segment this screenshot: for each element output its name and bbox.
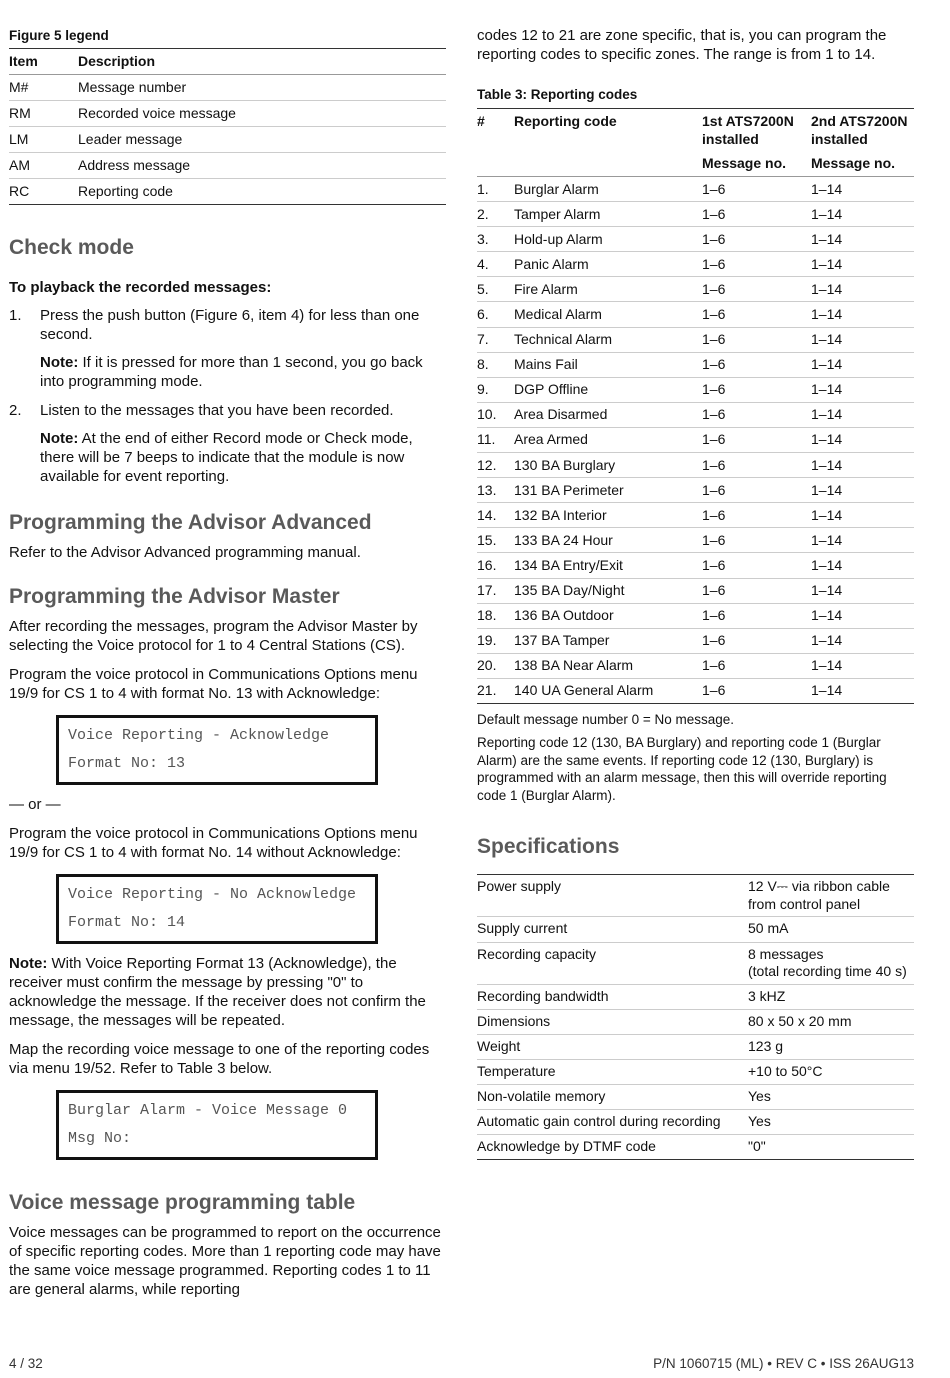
table-row — [477, 628, 914, 653]
table-row — [477, 327, 914, 352]
table3-header-second: 2nd ATS7200N installed — [811, 109, 914, 151]
reporting-code: 136 BA Outdoor — [514, 603, 702, 628]
legend-item: LM — [9, 127, 78, 153]
legend-description: Recorded voice message — [78, 101, 446, 127]
reporting-code: Tamper Alarm — [514, 202, 702, 227]
spec-row — [477, 1084, 914, 1109]
legend-title: Figure 5 legend — [9, 28, 109, 43]
legend-item: M# — [9, 75, 78, 101]
table-row — [477, 352, 914, 377]
advisor-master-note — [9, 954, 446, 1030]
spec-row — [477, 875, 914, 917]
spec-value: 8 messages (total recording time 40 s) — [748, 942, 914, 984]
reporting-code: 137 BA Tamper — [514, 628, 702, 653]
spec-name: Weight — [477, 1034, 748, 1059]
spec-value: 3 kHZ — [748, 984, 914, 1009]
second-message-range: 1–14 — [811, 402, 914, 427]
reporting-code: 131 BA Perimeter — [514, 478, 702, 503]
spec-name: Recording capacity — [477, 942, 748, 984]
table-row — [477, 402, 914, 427]
advisor-master-p4: Map the recording voice message to one of the reporting codes via menu 19/52. Refer to Table 3 below. — [9, 1041, 430, 1077]
footer-part-number: P/N 1060715 (ML) • REV C • ISS 26AUG13 — [653, 1356, 914, 1371]
lcd-line: Burglar Alarm - Voice Message 0 — [68, 1102, 348, 1119]
note-label: Note: — [40, 430, 79, 447]
spec-value: Yes — [748, 1110, 914, 1135]
first-message-range: 1–6 — [702, 528, 811, 553]
legend-header-item: Item — [9, 49, 78, 75]
reporting-code: Mains Fail — [514, 352, 702, 377]
lcd-display-no-acknowledge — [56, 874, 378, 944]
second-message-range: 1–14 — [811, 503, 914, 528]
second-message-range: 1–14 — [811, 553, 914, 578]
first-message-range: 1–6 — [702, 352, 811, 377]
spec-value: 50 mA — [748, 917, 914, 942]
legend-description: Leader message — [78, 127, 446, 153]
reporting-code: 135 BA Day/Night — [514, 578, 702, 603]
row-number: 21. — [477, 678, 514, 703]
table-row — [477, 177, 914, 202]
second-message-range: 1–14 — [811, 628, 914, 653]
second-message-range: 1–14 — [811, 578, 914, 603]
first-message-range: 1–6 — [702, 453, 811, 478]
row-number: 13. — [477, 478, 514, 503]
reporting-code: 130 BA Burglary — [514, 453, 702, 478]
footer-page-number: 4 / 32 — [9, 1356, 43, 1371]
lcd-line: Msg No: — [68, 1130, 132, 1147]
note-text: At the end of either Record mode or Check mode, there will be 7 beeps to indicate that the module is now available for event reporting. — [40, 430, 413, 485]
row-number: 12. — [477, 453, 514, 478]
reporting-code: 133 BA 24 Hour — [514, 528, 702, 553]
table-row — [477, 377, 914, 402]
first-message-range: 1–6 — [702, 478, 811, 503]
legend-description: Reporting code — [78, 179, 446, 205]
second-message-range: 1–14 — [811, 377, 914, 402]
lcd-display-voice-message — [56, 1090, 378, 1160]
table3-subheader — [477, 150, 514, 177]
second-message-range: 1–14 — [811, 202, 914, 227]
spec-name: Recording bandwidth — [477, 984, 748, 1009]
or-separator: — or — — [9, 796, 61, 813]
second-message-range: 1–14 — [811, 427, 914, 452]
reporting-code: 132 BA Interior — [514, 503, 702, 528]
row-number: 16. — [477, 553, 514, 578]
reporting-code: DGP Offline — [514, 377, 702, 402]
second-message-range: 1–14 — [811, 478, 914, 503]
row-number: 19. — [477, 628, 514, 653]
second-message-range: 1–14 — [811, 252, 914, 277]
table3-title: Table 3: Reporting codes — [477, 87, 638, 102]
legend-description: Message number — [78, 75, 446, 101]
reporting-code: 140 UA General Alarm — [514, 678, 702, 703]
first-message-range: 1–6 — [702, 503, 811, 528]
row-number: 15. — [477, 528, 514, 553]
step-text: Listen to the messages that you have been recorded. — [40, 402, 394, 419]
lcd-line: Voice Reporting - No Acknowledge — [68, 886, 357, 903]
reporting-code: Burglar Alarm — [514, 177, 702, 202]
advisor-master-heading: Programming the Advisor Master — [9, 585, 340, 608]
table-row — [477, 453, 914, 478]
spec-value: Yes — [748, 1084, 914, 1109]
table3-subheader: Message no. — [702, 150, 811, 177]
table-row — [477, 302, 914, 327]
right-column — [477, 26, 914, 1160]
row-number: 6. — [477, 302, 514, 327]
reporting-code: 138 BA Near Alarm — [514, 653, 702, 678]
spec-name: Dimensions — [477, 1009, 748, 1034]
spec-row — [477, 1135, 914, 1160]
legend-header-description: Description — [78, 49, 446, 75]
second-message-range: 1–14 — [811, 352, 914, 377]
voice-table-text-continued: codes 12 to 21 are zone specific, that is, you can program the reporting codes to specific zones. The range is from 1 to 14. — [477, 27, 887, 63]
row-number: 8. — [477, 352, 514, 377]
second-message-range: 1–14 — [811, 453, 914, 478]
spec-name: Non-volatile memory — [477, 1084, 748, 1109]
second-message-range: 1–14 — [811, 177, 914, 202]
row-number: 9. — [477, 377, 514, 402]
playback-steps — [9, 306, 446, 486]
row-number: 3. — [477, 227, 514, 252]
table3-note-override: Reporting code 12 (130, BA Burglary) and reporting code 1 (Burglar Alarm) are the same events. If reporting code 12 (130, Burglary) is programmed with an alarm message, then this will override reporting code 1 (Burglar Alarm). — [477, 735, 887, 803]
first-message-range: 1–6 — [702, 202, 811, 227]
step-note — [40, 429, 446, 486]
specifications-table — [477, 874, 914, 1160]
row-number: 14. — [477, 503, 514, 528]
first-message-range: 1–6 — [702, 553, 811, 578]
row-number: 17. — [477, 578, 514, 603]
row-number: 18. — [477, 603, 514, 628]
spec-value: 123 g — [748, 1034, 914, 1059]
legend-row — [9, 75, 446, 101]
spec-name: Power supply — [477, 875, 748, 917]
legend-description: Address message — [78, 153, 446, 179]
second-message-range: 1–14 — [811, 327, 914, 352]
second-message-range: 1–14 — [811, 603, 914, 628]
reporting-codes-table — [477, 108, 914, 704]
first-message-range: 1–6 — [702, 377, 811, 402]
step-number: 1. — [9, 307, 22, 324]
spec-row — [477, 1034, 914, 1059]
table-row — [477, 603, 914, 628]
lcd-line: Voice Reporting - Acknowledge — [68, 727, 330, 744]
note-text: If it is pressed for more than 1 second, you go back into programming mode. — [40, 354, 423, 390]
first-message-range: 1–6 — [702, 603, 811, 628]
lcd-display-acknowledge — [56, 715, 378, 785]
first-message-range: 1–6 — [702, 578, 811, 603]
first-message-range: 1–6 — [702, 302, 811, 327]
row-number: 5. — [477, 277, 514, 302]
advisor-master-p1: After recording the messages, program the Advisor Master by selecting the Voice protocol for 1 to 4 Central Stations (CS). — [9, 618, 418, 654]
first-message-range: 1–6 — [702, 653, 811, 678]
table-row — [477, 202, 914, 227]
row-number: 10. — [477, 402, 514, 427]
spec-name: Automatic gain control during recording — [477, 1110, 748, 1135]
lcd-line: Format No: 13 — [68, 755, 186, 772]
row-number: 7. — [477, 327, 514, 352]
row-number: 1. — [477, 177, 514, 202]
spec-row — [477, 942, 914, 984]
table3-subheader: Message no. — [811, 150, 914, 177]
second-message-range: 1–14 — [811, 227, 914, 252]
spec-name: Temperature — [477, 1059, 748, 1084]
table-row — [477, 427, 914, 452]
legend-item: RC — [9, 179, 78, 205]
playback-subheading: To playback the recorded messages: — [9, 279, 272, 296]
spec-row — [477, 1009, 914, 1034]
lcd-line: Format No: 14 — [68, 914, 186, 931]
spec-row — [477, 984, 914, 1009]
first-message-range: 1–6 — [702, 427, 811, 452]
step-number: 2. — [9, 402, 22, 419]
voice-table-heading: Voice message programming table — [9, 1191, 356, 1214]
reporting-code: Technical Alarm — [514, 327, 702, 352]
second-message-range: 1–14 — [811, 653, 914, 678]
advisor-master-p2: Program the voice protocol in Communications Options menu 19/9 for CS 1 to 4 with format No. 13 with Acknowledge: — [9, 666, 418, 702]
first-message-range: 1–6 — [702, 678, 811, 703]
first-message-range: 1–6 — [702, 277, 811, 302]
note-text: With Voice Reporting Format 13 (Acknowledge), the receiver must confirm the message by pressing "0" to acknowledge the message. If the receiver does not confirm the message, the messages will be repeated. — [9, 955, 426, 1029]
table-row — [477, 252, 914, 277]
second-message-range: 1–14 — [811, 528, 914, 553]
legend-item: RM — [9, 101, 78, 127]
reporting-code: Panic Alarm — [514, 252, 702, 277]
first-message-range: 1–6 — [702, 402, 811, 427]
second-message-range: 1–14 — [811, 678, 914, 703]
row-number: 4. — [477, 252, 514, 277]
advisor-advanced-text: Refer to the Advisor Advanced programming manual. — [9, 544, 361, 561]
spec-row — [477, 1059, 914, 1084]
spec-name: Acknowledge by DTMF code — [477, 1135, 748, 1160]
table-row — [477, 277, 914, 302]
reporting-code: Area Armed — [514, 427, 702, 452]
step-note — [40, 353, 446, 391]
table-row — [477, 553, 914, 578]
specifications-heading: Specifications — [477, 835, 620, 859]
reporting-code: 134 BA Entry/Exit — [514, 553, 702, 578]
advisor-master-p3: Program the voice protocol in Communications Options menu 19/9 for CS 1 to 4 with format No. 14 without Acknowledge: — [9, 825, 418, 861]
reporting-code: Hold-up Alarm — [514, 227, 702, 252]
row-number: 11. — [477, 427, 514, 452]
row-number: 2. — [477, 202, 514, 227]
left-column — [9, 26, 446, 1299]
legend-row — [9, 101, 446, 127]
legend-row — [9, 127, 446, 153]
first-message-range: 1–6 — [702, 327, 811, 352]
first-message-range: 1–6 — [702, 628, 811, 653]
spec-value: 80 x 50 x 20 mm — [748, 1009, 914, 1034]
table-row — [477, 678, 914, 703]
note-label: Note: — [9, 955, 48, 972]
table3-header-first: 1st ATS7200N installed — [702, 109, 811, 151]
spec-name: Supply current — [477, 917, 748, 942]
first-message-range: 1–6 — [702, 177, 811, 202]
second-message-range: 1–14 — [811, 302, 914, 327]
table-row — [477, 528, 914, 553]
table-row — [477, 578, 914, 603]
voice-table-text: Voice messages can be programmed to report on the occurrence of specific reporting codes. More than 1 reporting code may have the same voice message programmed. Reporting codes 1 to 11 are general alarms, while reporting — [9, 1224, 441, 1298]
spec-row — [477, 1110, 914, 1135]
table-row — [477, 478, 914, 503]
first-message-range: 1–6 — [702, 227, 811, 252]
reporting-code: Medical Alarm — [514, 302, 702, 327]
table-row — [477, 653, 914, 678]
legend-row — [9, 153, 446, 179]
spec-value: 12 V⎓ via ribbon cable from control panel — [748, 875, 914, 917]
second-message-range: 1–14 — [811, 277, 914, 302]
reporting-code: Fire Alarm — [514, 277, 702, 302]
legend-row — [9, 179, 446, 205]
row-number: 20. — [477, 653, 514, 678]
step-text: Press the push button (Figure 6, item 4) for less than one second. — [40, 307, 420, 343]
advisor-advanced-heading: Programming the Advisor Advanced — [9, 511, 372, 534]
spec-value: "0" — [748, 1135, 914, 1160]
table-row — [477, 227, 914, 252]
check-mode-heading: Check mode — [9, 236, 134, 259]
table-row — [477, 503, 914, 528]
legend-item: AM — [9, 153, 78, 179]
step-item — [9, 401, 446, 486]
step-item — [9, 306, 446, 391]
table3-header-code: Reporting code — [514, 109, 702, 151]
reporting-code: Area Disarmed — [514, 402, 702, 427]
note-label: Note: — [40, 354, 79, 371]
legend-table — [9, 48, 446, 205]
first-message-range: 1–6 — [702, 252, 811, 277]
spec-row — [477, 917, 914, 942]
table3-note-default: Default message number 0 = No message. — [477, 711, 735, 727]
spec-value: +10 to 50°C — [748, 1059, 914, 1084]
table3-subheader — [514, 150, 702, 177]
table3-header-number: # — [477, 109, 514, 151]
